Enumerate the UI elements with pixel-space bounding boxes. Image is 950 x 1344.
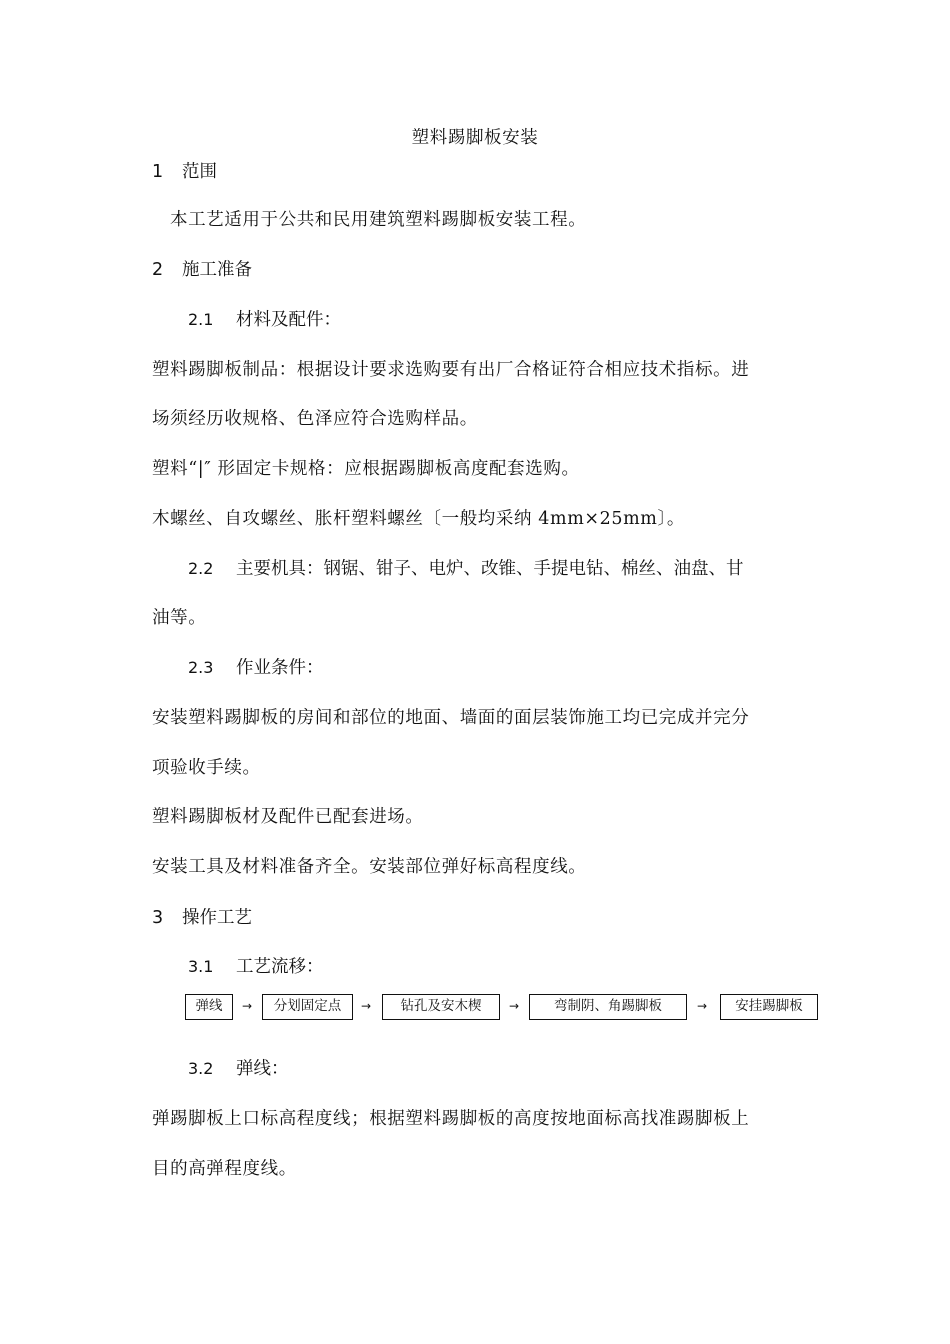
subsection-heading-2-2 [188, 557, 744, 581]
section-heading-2 [152, 258, 252, 282]
flow-step-5: 安挂踢脚板 [720, 994, 818, 1020]
document-title: 塑料踢脚板安装 [411, 128, 539, 148]
subsection-title: 工艺流移： [236, 957, 324, 977]
subsection-title: 作业条件： [236, 658, 324, 678]
section-number: 1 [152, 162, 164, 182]
paragraph-line: 目的高弹程度线。 [152, 1159, 297, 1179]
section-title: 操作工艺 [182, 908, 252, 928]
section-title: 范围 [182, 162, 217, 182]
subsection-title: 弹线： [236, 1059, 289, 1079]
flow-step-4: 弯制阴、角踢脚板 [529, 994, 687, 1020]
flow-arrow-icon: → [697, 999, 708, 1013]
paragraph-line: 塑料“|″ 形固定卡规格：应根据踢脚板高度配套选购。 [152, 459, 580, 479]
section-number: 2 [152, 260, 164, 280]
flow-step-1: 弹线 [185, 994, 233, 1020]
subsection-title: 主要机具：钢锯、钳子、电炉、改锥、手提电钻、棉丝、油盘、甘 [236, 559, 744, 579]
section-heading-3 [152, 906, 252, 930]
paragraph-scope: 本工艺适用于公共和民用建筑塑料踢脚板安装工程。 [170, 210, 587, 230]
section-title: 施工准备 [182, 260, 252, 280]
subsection-heading-3-1 [188, 955, 324, 979]
paragraph-line: 场须经历收规格、色泽应符合选购样品。 [152, 409, 478, 429]
subsection-number: 3.2 [188, 1059, 214, 1078]
flow-step-2: 分划固定点 [262, 994, 353, 1020]
flow-arrow-icon: → [242, 999, 253, 1013]
section-heading-1 [152, 160, 217, 184]
paragraph-line: 项验收手续。 [152, 758, 261, 778]
paragraph-line: 弹踢脚板上口标高程度线；根据塑料踢脚板的高度按地面标高找准踢脚板上 [152, 1109, 750, 1129]
flow-step-3: 钻孔及安木楔 [382, 994, 500, 1020]
subsection-number: 2.2 [188, 559, 214, 578]
flow-arrow-icon: → [361, 999, 372, 1013]
subsection-number: 3.1 [188, 957, 214, 976]
subsection-title: 材料及配件： [236, 310, 341, 330]
flow-arrow-icon: → [509, 999, 520, 1013]
paragraph-line: 木螺丝、自攻螺丝、胀杆塑料螺丝〔一般均采纳 4mm×25mm〕。 [152, 509, 685, 529]
paragraph-line: 安装塑料踢脚板的房间和部位的地面、墙面的面层装饰施工均已完成并完分 [152, 708, 750, 728]
paragraph-line: 油等。 [152, 608, 207, 628]
subsection-number: 2.3 [188, 658, 214, 677]
paragraph-line: 塑料踢脚板材及配件已配套进场。 [152, 807, 424, 827]
paragraph-line: 安装工具及材料准备齐全。安装部位弹好标高程度线。 [152, 857, 587, 877]
subsection-heading-2-1 [188, 308, 341, 332]
paragraph-line: 塑料踢脚板制品：根据设计要求选购要有出厂合格证符合相应技术指标。进 [152, 360, 750, 380]
subsection-heading-2-3 [188, 656, 324, 680]
section-number: 3 [152, 908, 164, 928]
subsection-heading-3-2 [188, 1057, 289, 1081]
subsection-number: 2.1 [188, 310, 214, 329]
